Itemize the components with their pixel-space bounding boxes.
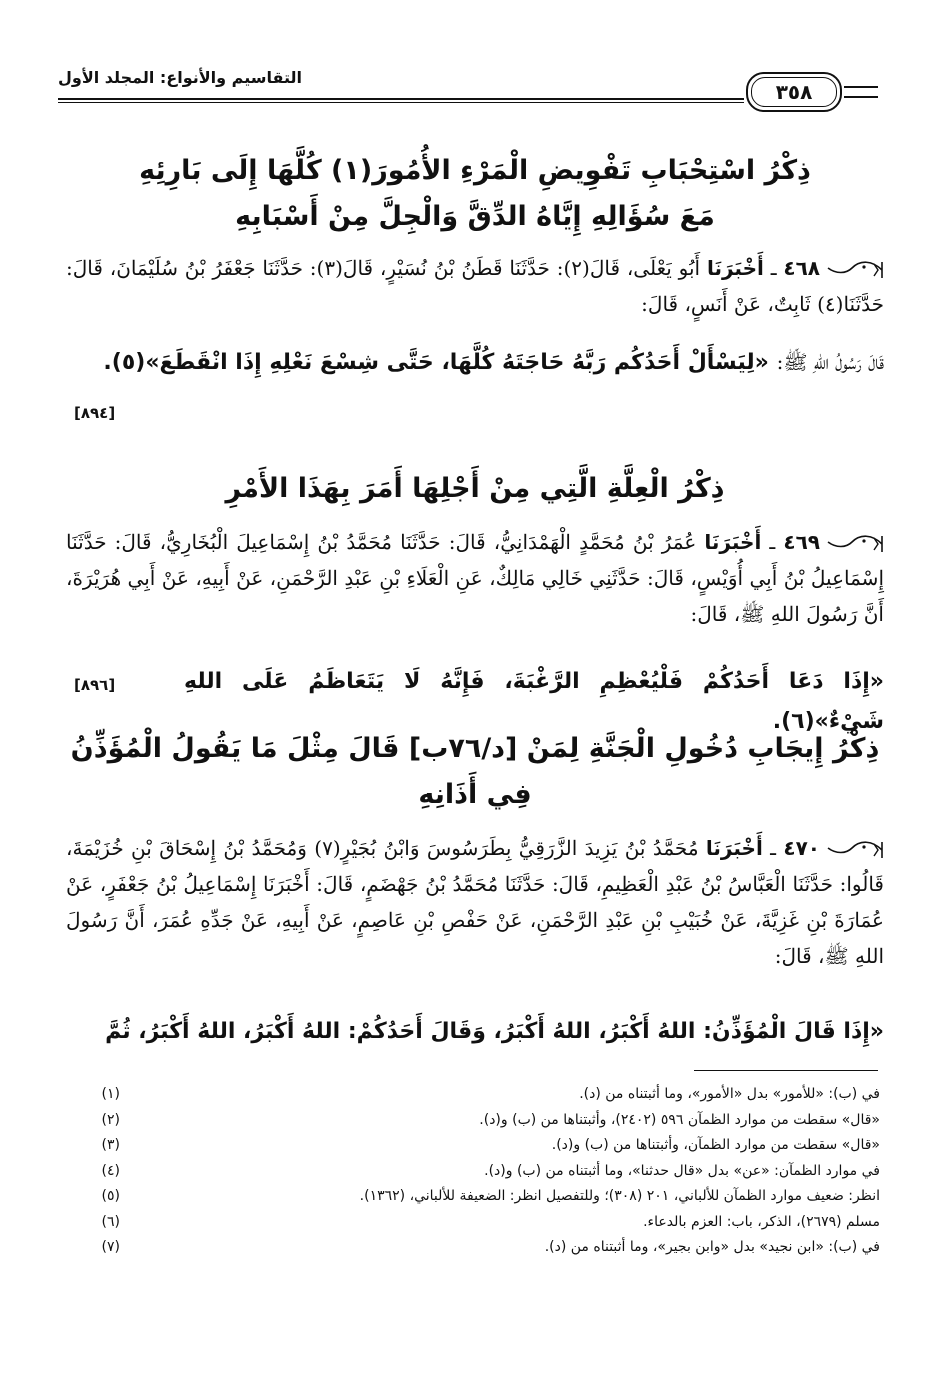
isnad-text: مُحَمَّدُ بْنُ يَزِيدَ الزَّرَقِيُّ بِطَرَسُوسَ وَابْنُ بُجَيْرٍ(٧) وَمُحَمَّدُ بْنُ إِسْحَاقَ بْنِ خُزَيْمَةَ، قَالُوا: حَدَّثَنَا الْعَبَّاسُ بْنُ عَبْدِ الْعَظِيمِ، قَالَ: حَدَّثَنَا مُحَمَّدُ بْنُ جَهْضَمٍ، قَالَ: أَخْبَرَنَا إِسْمَاعِيلُ بْنُ جَعْفَرٍ، عَنْ عُمَارَةَ بْنِ غَزِيَّةَ، عَنْ خُبَيْبِ بْنِ عَبْدِ الرَّحْمَنِ، عَنْ حَفْصِ بْنِ عَاصِمٍ، عَنْ أَبِيهِ، عَنْ جَدِّهِ عُمَرَ، أَنَّ رَسُولَ اللهِ ﷺ، قَالَ:: [66, 836, 884, 968]
matn-text: «إِذَا دَعَا أَحَدُكُمْ فَلْيُعْظِمِ الرَّغْبَةَ، فَإِنَّهُ لَا يَتَعَاظَمُ عَلَى اللهِ شَيْءٌ»(٦).: [184, 669, 884, 734]
footnote: [80, 1082, 880, 1108]
footnote-number: (٤): [101, 1162, 120, 1179]
footnote-number: (٢): [101, 1111, 120, 1128]
header-rule: [58, 98, 744, 100]
footnote: [80, 1108, 880, 1134]
matn-intro: قَالَ رَسُولُ اللهِ ﷺ:: [776, 350, 884, 374]
hadith-isnad: ٤٦٨ ـ أَخْبَرَنَا أَبُو يَعْلَى، قَالَ(٢): حَدَّثَنَا قَطَنُ بْنُ نُسَيْرٍ، قَالَ(٣): حَدَّثَنَا جَعْفَرُ بْنُ سُلَيْمَانَ، قَالَ: حَدَّثَنَا(٤) ثَابِتٌ، عَنْ أَنَسٍ، قَالَ:: [66, 256, 884, 316]
footnote-text: «قال» سقطت من موارد الظمآن ٥٩٦ (٢٤٠٢)، وأثبتناها من (ب) و(د).: [479, 1111, 880, 1128]
footnote-text: انظر: ضعيف موارد الظمآن للألباني، ٢٠١ (٣٠٨)؛ وللتفصيل انظر: الضعيفة للألباني، (١٣٦٢).: [359, 1188, 880, 1204]
hadith-isnad: ٤٦٩ ـ أَخْبَرَنَا عُمَرُ بْنُ مُحَمَّدٍ الْهَمْدَانِيُّ، قَالَ: حَدَّثَنَا مُحَمَّدُ بْنُ إِسْمَاعِيلَ الْبُخَارِيُّ، قَالَ: حَدَّثَنَا إِسْمَاعِيلُ بْنُ أَبِي أُوَيْسٍ، قَالَ: حَدَّثَنِي خَالِي مَالِكٌ، عَنِ الْعَلَاءِ بْنِ عَبْدِ الرَّحْمَنِ، عَنْ أَبِيهِ، عَنْ أَبِي هُرَيْرَةَ، أَنَّ رَسُولَ اللهِ ﷺ، قَالَ:: [66, 530, 884, 626]
footnote-number: (٧): [101, 1239, 120, 1255]
running-title: التقاسيم والأنواع: المجلد الأول: [58, 68, 303, 87]
akhbarana-label: أَخْبَرَنَا: [706, 256, 764, 280]
chapter-heading: [70, 466, 880, 512]
hadith-number: ٤٦٩: [783, 530, 821, 554]
chapter-heading: [70, 726, 880, 818]
cross-reference: [٨٩٦]: [74, 676, 116, 694]
header-ornament-dash: [844, 86, 878, 98]
akhbarana-label: أَخْبَرَنَا: [704, 530, 762, 554]
matn-text: «لِيَسْأَلْ أَحَدُكُم رَبَّهُ حَاجَتَهُ كُلَّهَا، حَتَّى شِسْعَ نَعْلِهِ إِذَا انْقَطَعَ»(٥).: [103, 350, 769, 375]
hadith-marker-icon: [824, 532, 884, 556]
heading-line: ذِكْرُ اسْتِحْبَابِ تَفْوِيضِ الْمَرْءِ الأُمُورَ(١) كُلَّهَا إِلَى بَارِئِهِ: [139, 155, 811, 186]
hadith-matn: [66, 342, 884, 383]
footnote-number: (٦): [101, 1213, 120, 1230]
footnotes: [80, 1082, 880, 1261]
footnote-text: في (ب): «للأمور» بدل «الأمور»، وما أثبتناه من (د).: [579, 1086, 880, 1102]
hadith-marker-icon: [824, 258, 884, 282]
heading-line: ذِكْرُ إِيجَابِ دُخُولِ الْجَنَّةِ لِمَنْ [د/٧٦ب] قَالَ مِثْلَ مَا يَقُولُ الْمُؤَذِّنُ: [70, 733, 880, 764]
isnad-text: عُمَرُ بْنُ مُحَمَّدٍ الْهَمْدَانِيُّ، قَالَ: حَدَّثَنَا مُحَمَّدُ بْنُ إِسْمَاعِيلَ الْبُخَارِيُّ، قَالَ: حَدَّثَنَا إِسْمَاعِيلُ بْنُ أَبِي أُوَيْسٍ، قَالَ: حَدَّثَنِي خَالِي مَالِكٌ، عَنِ الْعَلَاءِ بْنِ عَبْدِ الرَّحْمَنِ، عَنْ أَبِيهِ، عَنْ أَبِي هُرَيْرَةَ، أَنَّ رَسُولَ اللهِ ﷺ، قَالَ:: [66, 530, 884, 626]
isnad-text: أَبُو يَعْلَى، قَالَ(٢): حَدَّثَنَا قَطَنُ بْنُ نُسَيْرٍ، قَالَ(٣): حَدَّثَنَا جَعْفَرُ بْنُ سُلَيْمَانَ، قَالَ: حَدَّثَنَا(٤) ثَابِتٌ، عَنْ أَنَسٍ، قَالَ:: [66, 256, 884, 316]
hadith-matn: [66, 1012, 884, 1056]
hadith-number: ٤٦٨: [783, 256, 821, 280]
page-number-frame: [746, 72, 842, 112]
footnote-number: (٣): [101, 1137, 120, 1153]
chapter-heading: [70, 148, 880, 240]
cross-reference: [٨٩٤]: [74, 404, 116, 422]
hadith-number: ٤٧٠: [783, 836, 821, 860]
akhbarana-label: أَخْبَرَنَا: [705, 836, 763, 860]
footnote-separator: [694, 1070, 878, 1071]
footnote: [80, 1184, 880, 1210]
footnote-text: في موارد الظمآن: «عن» بدل «قال حدثنا»، وما أثبتناه من (ب) و(د).: [484, 1162, 880, 1179]
hadith-isnad: ٤٧٠ ـ أَخْبَرَنَا مُحَمَّدُ بْنُ يَزِيدَ الزَّرَقِيُّ بِطَرَسُوسَ وَابْنُ بُجَيْرٍ(٧) وَمُحَمَّدُ بْنُ إِسْحَاقَ بْنِ خُزَيْمَةَ، قَالُوا: حَدَّثَنَا الْعَبَّاسُ بْنُ عَبْدِ الْعَظِيمِ، قَالَ: حَدَّثَنَا مُحَمَّدُ بْنُ جَهْضَمٍ، قَالَ: أَخْبَرَنَا إِسْمَاعِيلُ بْنُ جَعْفَرٍ، عَنْ عُمَارَةَ بْنِ غَزِيَّةَ، عَنْ خُبَيْبِ بْنِ عَبْدِ الرَّحْمَنِ، عَنْ حَفْصِ بْنِ عَاصِمٍ، عَنْ أَبِيهِ، عَنْ جَدِّهِ عُمَرَ، أَنَّ رَسُولَ اللهِ ﷺ، قَالَ:: [66, 836, 884, 968]
heading-line: مَعَ سُؤَالِهِ إِيَّاهُ الدِّقَّ وَالْجِلَّ مِنْ أَسْبَابِهِ: [235, 201, 715, 232]
footnote: [80, 1235, 880, 1261]
footnote-text: «قال» سقطت من موارد الظمآن، وأثبتناها من (ب) و(د).: [551, 1137, 880, 1153]
footnote-text: في (ب): «ابن نجيد» بدل «وابن بجير»، وما أثبتناه من (د).: [544, 1239, 880, 1255]
footnote: [80, 1159, 880, 1185]
footnote: [80, 1210, 880, 1236]
heading-line: فِي أَذَانِهِ: [418, 779, 532, 810]
matn-text: «إِذَا قَالَ الْمُؤَذِّنُ: اللهُ أَكْبَرُ، اللهُ أَكْبَرُ، وَقَالَ أَحَدُكُمْ: اللهُ أَكْبَرُ، اللهُ أَكْبَرُ، ثُمَّ: [105, 1019, 884, 1044]
hadith-marker-icon: [824, 838, 884, 862]
page-number: ٣٥٨: [751, 77, 837, 107]
footnote-number: (١): [101, 1086, 120, 1102]
footnote-text: مسلم (٢٦٧٩)، الذكر، باب: العزم بالدعاء.: [643, 1213, 880, 1230]
page-header: [58, 60, 878, 122]
heading-line: ذِكْرُ الْعِلَّةِ الَّتِي مِنْ أَجْلِهَا أَمَرَ بِهَذَا الأَمْرِ: [225, 473, 725, 504]
header-rule-thin: [58, 102, 744, 103]
footnote: [80, 1133, 880, 1159]
footnote-number: (٥): [101, 1188, 120, 1204]
